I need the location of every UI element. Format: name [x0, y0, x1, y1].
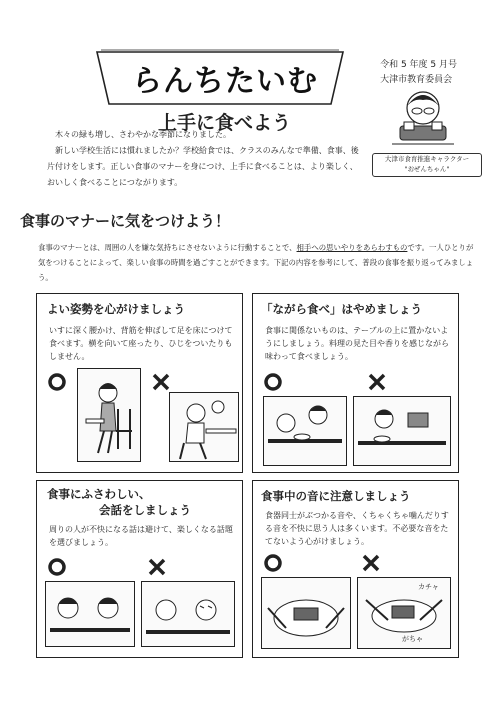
sound-effect-label: がちゃ	[402, 635, 423, 643]
newsletter-title: らんちたいむ	[132, 64, 318, 99]
bad-distracted-eating-illustration	[353, 396, 451, 466]
section-description	[38, 240, 478, 285]
sound-effect-label: カチャ	[418, 583, 439, 591]
good-eating-illustration	[263, 396, 347, 466]
good-quiet-eating-illustration	[261, 577, 351, 649]
panel-text: いすに深く腰かけ、背筋を伸ばして足を床につけて食べます。横を向いて座ったり、ひじをついたりもしません。	[49, 326, 233, 361]
panel-text: 食事に関係ないものは、テーブルの上に置かないようにしましょう。料理の見た目や香りを感じながら味わって食べましょう。	[265, 326, 449, 361]
good-posture-illustration	[77, 368, 141, 462]
section-heading: 食事のマナーに気をつけよう！	[20, 212, 231, 230]
good-circle-icon	[47, 372, 67, 392]
mascot-caption	[372, 153, 482, 177]
panel-no-distraction	[252, 293, 459, 473]
desc-part2: です。一人ひとりが気をつけることによって、楽しい食事の時間を過ごすことができます。下記の内容を参考にして、普段の食事を振り返ってみましょう。	[38, 243, 474, 282]
bad-cross-icon	[147, 557, 167, 577]
bad-conversation-illustration	[141, 581, 235, 647]
bad-cross-icon	[151, 372, 171, 392]
desc-part1: 食事のマナーとは、周囲の人を嫌な気持ちにさせないように行動することで、	[38, 243, 297, 252]
page-subtitle: 上手に食べよう	[158, 112, 292, 134]
publisher: 大津市教育委員会	[380, 75, 453, 85]
desc-underlined: 相手への思いやりをあらわすもの	[296, 243, 408, 252]
mascot-caption-line2: "おぜんちゃん"	[404, 165, 450, 173]
issue-date: 令和 5 年度 5 月号	[380, 60, 457, 70]
good-circle-icon	[263, 372, 283, 392]
mascot-illustration	[388, 86, 458, 148]
panel-text: 周りの人が不快になる話は避けて、楽しくなる話題を選びましょう。	[49, 525, 233, 547]
panel-title: 「ながら食べ」はやめましょう	[261, 302, 422, 316]
bad-cross-icon	[367, 372, 387, 392]
panel-title-line1: 食事にふさわしい、	[47, 487, 151, 501]
panel-conversation	[36, 480, 243, 658]
panel-title: よい姿勢を心がけましょう	[47, 302, 185, 316]
intro-paragraph-2: 新しい学校生活には慣れましたか？学校給食では、クラスのみんなで準備、食事、後片付けをします。正しい食事のマナーを身につけ、上手に食べることは、より楽しく、おいしく食べることにつながります。	[47, 146, 359, 187]
panel-text: 食器同士がぶつかる音や、くちゃくちゃ噛んだりする音を不快に思う人は多くいます。不必要な音をたてないよう心がけましょう。	[265, 511, 449, 546]
bad-cross-icon	[361, 553, 381, 573]
bad-posture-illustration	[169, 392, 239, 462]
good-circle-icon	[47, 557, 67, 577]
panel-title: 食事中の音に注意しましょう	[261, 489, 411, 503]
panel-title-line2: 会話をしましょう	[99, 503, 191, 517]
intro-paragraph-1: 木々の緑も増し、さわやかな季節になりました。	[55, 130, 231, 139]
panel-posture	[36, 293, 243, 473]
bad-noisy-eating-illustration	[357, 577, 451, 649]
mascot-caption-line1: 大津市食育推進キャラクター	[384, 155, 470, 163]
good-circle-icon	[263, 553, 283, 573]
issue-info	[380, 58, 457, 88]
good-conversation-illustration	[45, 581, 135, 647]
intro-text	[47, 127, 365, 191]
panel-noise	[252, 480, 459, 658]
